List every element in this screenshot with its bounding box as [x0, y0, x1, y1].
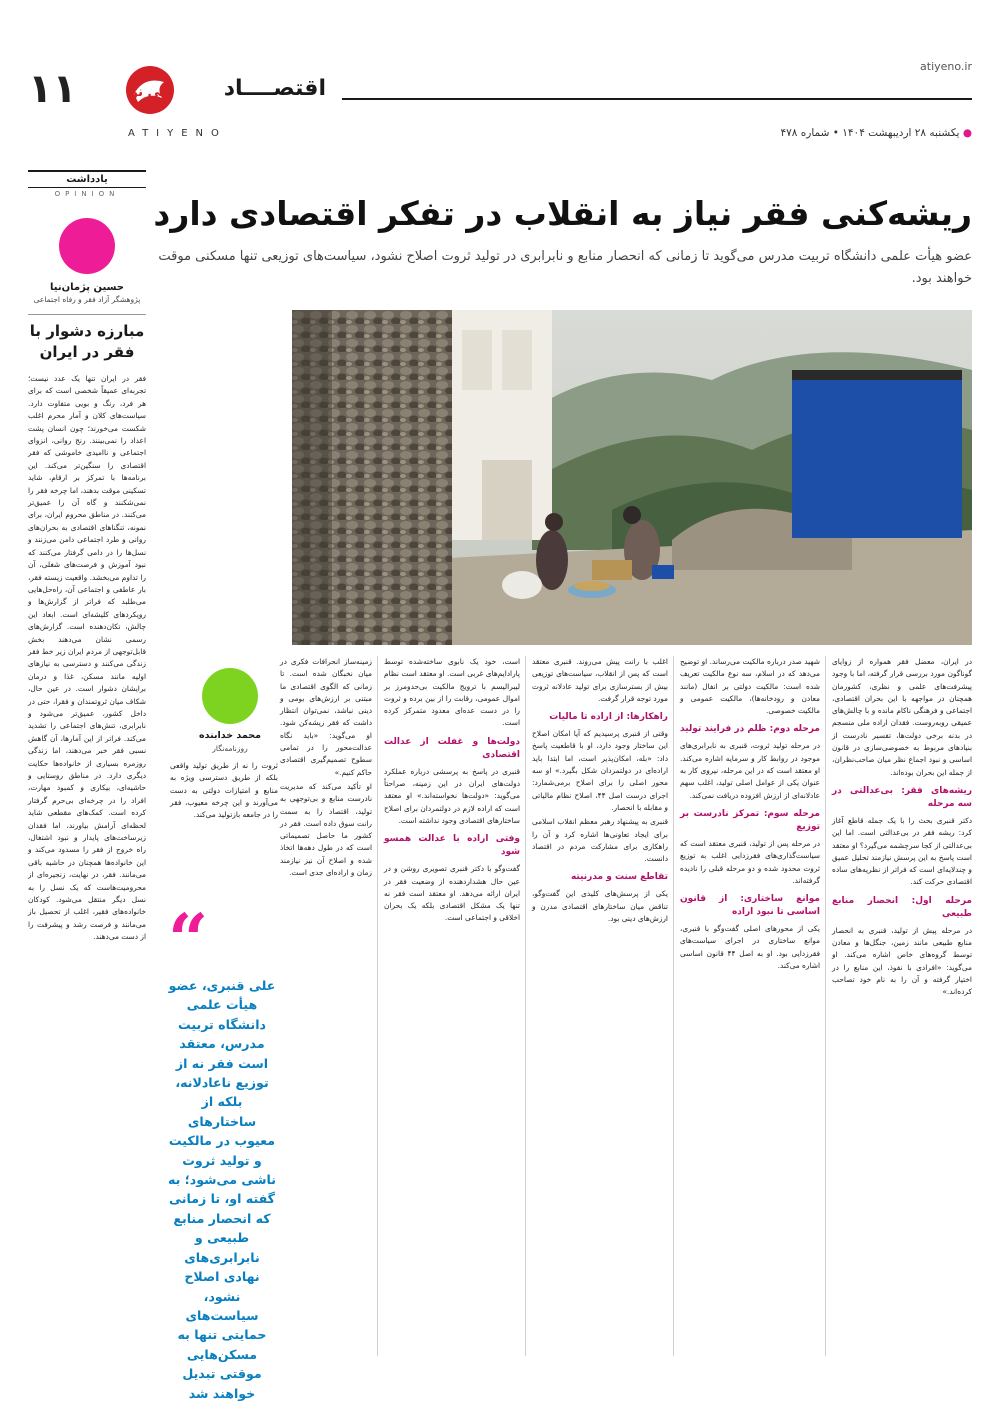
- reporter-avatar: [202, 668, 258, 724]
- column-paragraph: یکی از پرسش‌های کلیدی این گفت‌وگو، تناقض میان ساختارهای اقتصادی مدرن و ارزش‌های دینی بود.: [532, 889, 668, 924]
- opinion-label-latin: OPINION: [54, 190, 120, 198]
- column-paragraph: یکی از محورهای اصلی گفت‌وگو با قنبری، موانع ساختاری در اجرای سیاست‌های فقرزدایی بود. او به اصل ۴۴ قانون اساسی اشاره می‌کند.: [680, 924, 821, 971]
- reporter-name: محمد خدابنده: [198, 730, 262, 741]
- column-paragraph: در مرحله پس از تولید، قنبری معتقد است که سیاست‌گذاری‌های فقرزدایی اغلب به توزیع ثروت محدود شده و دو مرحله قبلی را نادیده گرفته‌اند.: [680, 838, 820, 885]
- column-divider: [825, 656, 826, 1356]
- page-number: ۱۱: [28, 66, 77, 112]
- newspaper-logo[interactable]: [120, 62, 184, 118]
- opinion-title[interactable]: مبارزه دشوار با فقر در ایران: [28, 314, 146, 363]
- opinion-author-name: حسین پژمان‌نیا: [50, 282, 124, 293]
- site-url[interactable]: atiyeno.ir: [920, 60, 972, 73]
- village-scene-image: [292, 310, 972, 645]
- subheading: ریشه‌های فقر: بی‌عدالتی در سه مرحله: [832, 785, 972, 809]
- column-paragraph: وقتی از قنبری پرسیدیم که آیا امکان اصلاح این ساختار وجود دارد، او با قاطعیت پاسخ داد: «بله، امکان‌پذیر است، اما ابتدا باید اراده‌ای در دولتمردان شکل بگیرد.» او سه محور اصلی را برای اصلاح برمی‌شمارد: اجرای درست اصل ۴۴، اصلاح نظام مالیاتی و مقابله با انحصار.: [532, 729, 668, 812]
- column-divider: [525, 656, 526, 1356]
- opinion-label: یادداشت: [28, 170, 146, 188]
- issue-date: یکشنبه ۲۸ اردیبهشت ۱۴۰۴ • شماره ۴۷۸: [780, 127, 960, 139]
- subheading: راهکارها: از اراده تا مالیات: [549, 712, 668, 723]
- subheading: مرحله دوم: ظلم در فرایند تولید: [680, 724, 820, 735]
- column-paragraph: در مرحله پیش از تولید، قنبری به انحصار منابع طبیعی مانند زمین، جنگل‌ها و معادن توسط گروه‌های خاص اشاره می‌کند. او می‌گوید: «افرادی با نفوذ، این منابع را در اختیار گرفته و آن را به نام خود تصاحب کرده‌اند.»: [832, 925, 972, 997]
- opinion-body: فقر در ایران تنها یک عدد نیست؛ تجربه‌ای عمیقاً شخصی است که برای هر فرد، رنگ و بویی متفاوت دارد. سیاست‌های کلان و آمار محرم اغلب شکست می‌خورند؛ چون انسان پشت اعداد را نمی‌بینند. رنج روانی، انزوای اجتماعی و ناامیدی خاموشی که فقر اقتصادی را سنگین‌تر می‌کند. این برنامه‌ها با تمرکز بر ارقام، شاید تسکینی موقت بدهند، اما چرخه فقر را نمی‌شکنند و گاه آن را عمیق‌تر می‌کنند. در مناطق محروم ایران، برای نمونه، تنگناهای اقتصادی به بحران‌های روانی و طرد اجتماعی دامن می‌زنند و نسل‌ها را در دامی گرفتار می‌کنند که نبود آموزش و فرصت‌های شغلی، آن را تداوم می‌بخشد. واقعیت زیسته فقر، بار عاطفی و اجتماعی آن، راه‌حل‌هایی می‌طلبد که فراتر از گزارش‌ها و رویکردهای کلیشه‌ای است. ابعاد این چالش، تکان‌دهنده است. گزارش‌های رسمی نشان می‌دهند بخش قابل‌توجهی از مردم ایران زیر خط فقر زندگی می‌کنند و دسترسی به نیازهای اولیه مانند مسکن، غذا و درمان برایشان دشوار است. در عین حال، شکاف میان ثروتمندان و فقرا، حتی در داخل کشور، عمیق‌تر می‌شود و نابرابری، تنش‌های اجتماعی را تشدید می‌کند. فراتر از این آمارها، آن گاهش نسبی فقر خبر می‌دهند، اما زندگی روزمره بسیاری از خانواده‌ها حکایت دیگری دارد. در مناطق روستایی و حاشیه‌ای، بیکاری و کمبود مهارت، افراد را در چرخه‌ای بی‌حرم گرفتار کرده است. کمک‌های مقطعی شاید لحظه‌ای آرامش بیاورند، اما فقدان زیرساخت‌های پایدار و نبود اشتغال، راه خروج از فقر را مسدود می‌کند و این خانواده‌ها همچنان در حاشیه باقی می‌مانند. فقر، در نهایت، زنجیره‌ای از محرومیت‌هاست که یک نسل را به نسل دیگر منتقل می‌شود. کودکان خانواده‌های فقیر، اغلب از تحصیل باز می‌مانند و فرصت رشد و پیشرفت را از دست می‌دهند.: [28, 374, 146, 942]
- reporter-role: روزنامه‌نگار: [212, 744, 248, 753]
- article-column-3: [532, 656, 668, 1356]
- article-column-4: [384, 656, 520, 1356]
- logo-icon: [120, 62, 184, 118]
- page-header: [0, 0, 1000, 160]
- column-paragraph: اغلب با رانت پیش می‌روند. قنبری معتقد است که پس از انقلاب، سیاست‌های توزیعی بیش از بسترسازی برای تولید عادلانه ثروت مورد توجه قرار گرفت.: [532, 657, 668, 703]
- author-avatar: [59, 218, 115, 274]
- quote-mark-icon: “: [168, 898, 209, 981]
- column-paragraph: او تأکید می‌کند که مدیریت نادرست منابع و بی‌توجهی به تولید، اقتصاد را به سمت رانت سوق داده است. فقر در کشور ما حاصل تصمیماتی است که در طول دهه‌ها اتخاذ شده و اصلاح آن نیز نیازمند زمان و اراده‌ای جدی است.: [280, 781, 372, 878]
- article-column-2: [680, 656, 820, 1356]
- logo-latin: ATIYENO: [128, 128, 227, 139]
- column-paragraph: قنبری به پیشنهاد رهبر معظم انقلاب اسلامی برای ایجاد تعاونی‌ها اشاره کرد و آن را راهکاری برای مشارکت مردم در اقتصاد دانست.: [532, 817, 668, 864]
- subheading: وفتی اراده با عدالت همسو شود: [384, 834, 520, 858]
- opinion-sidebar: [28, 170, 146, 1383]
- header-rule: [342, 98, 972, 100]
- subheading: تقاطع سنت و مدرنیته: [570, 872, 668, 883]
- article-column-1: [832, 656, 972, 1356]
- pull-quote: علی قنبری، عضو هیأت علمی دانشگاه تربیت مدرس، معتقد است فقر نه از توزیع ناعادلانه، بلکه از ساختارهای معیوب در مالکیت و تولید ثروت ناشی می‌شود؛ به گفته او، تا زمانی که انحصار منابع طبیعی و نابرابری‌های نهادی اصلاح نشود، سیاست‌های حمایتی تنها به مسکن‌هایی موقتی تبدیل خواهند شد: [167, 978, 277, 1401]
- article-photo: [292, 310, 972, 645]
- column-paragraph: در مرحله تولید ثروت، قنبری به نابرابری‌های موجود در روابط کار و سرمایه اشاره می‌کند. او معتقد است که در این مرحله، نیروی کار به عنوان یکی از عوامل اصلی تولید، اغلب سهم عادلانه‌ای از ارزش افزوده دریافت نمی‌کند.: [680, 741, 820, 800]
- subheading: مرحله اول: انحصار منابع طبیعی: [832, 895, 972, 919]
- subheading: موانع ساختاری: از قانون اساسی تا نبود اراده: [680, 894, 820, 918]
- column-paragraph: شهید صدر درباره مالکیت می‌رساند. او توضیح می‌دهد که در اسلام، سه نوع مالکیت تعریف شده است: مالکیت دولتی بر انفال (مانند معادن و رودخانه‌ها)، مالکیت عمومی و مالکیت خصوصی.: [680, 657, 820, 716]
- column-paragraph: دکتر قنبری بحث را با یک جمله قاطع آغاز کرد: ریشه فقر در بی‌عدالتی است. اما این بی‌عدالتی از کجا سرچشمه می‌گیرد؟ او معتقد است پاسخ به این پرسش نیازمند تحلیل عمیق و چندلایه‌ای است که فراتر از نظریه‌های ساده اقتصادی حرکت کند.: [832, 815, 972, 887]
- column-paragraph: گفت‌وگو با دکتر قنبری تصویری روشن و در عین حال هشداردهنده از وضعیت فقر در ایران ارائه می‌دهد. او معتقد است فقر نه تنها یک مشکل اقتصادی بلکه یک بحران اخلاقی و اجتماعی است.: [384, 864, 520, 923]
- article-column-5: [280, 656, 372, 1356]
- column-paragraph: است، خود یک نابوی ساخته‌شده توسط پارادایم‌های غربی است. او معتقد است نظام لیبرالیسم با ترویج مالکیت بی‌حدومرز بر اموال عمومی، رقابت را از بین برده و ثروت را در دست عده‌ای معدود متمرکز کرده است.: [384, 657, 520, 728]
- article-lead: عضو هیأت علمی دانشگاه تربیت مدرس می‌گوید تا زمانی که انحصار منابع و نابرابری در تولید ثروت اصلاح نشود، سیاست‌های توزیعی تنها مسکنی موقت خواهند بود.: [158, 249, 972, 286]
- opinion-author-role: پژوهشگر آزاد فقر و رفاه اجتماعی: [33, 295, 141, 304]
- bullet-icon: ●: [962, 127, 972, 139]
- column-paragraph: در ایران، معضل فقر همواره از زوایای گوناگون مورد بررسی قرار گرفته، اما با وجود پیشرفت‌های علمی و نظری، کشورمان همچنان در مواجهه با این بحران اقتصادی، اجتماعی و فرهنگی ناکام مانده و با چالش‌های عمیقی روبه‌روست. فقدان اراده ملی منسجم در بدنه برخی دولت‌ها، تفسیر نادرست از بنیادهای مربوط به خصوصی‌سازی در قانون اساسی و نبود اجماع نظر میان صاحب‌نظران، از جمله این بحران بوده‌اند.: [832, 657, 972, 777]
- article-headline[interactable]: ریشه‌کنی فقر نیاز به انقلاب در تفکر اقتصادی دارد: [153, 194, 972, 233]
- section-title: اقتصــــاد: [223, 76, 326, 101]
- article-column-6: [170, 760, 278, 900]
- column-divider: [673, 656, 674, 1356]
- subheading: دولت‌ها و غفلت از عدالت اقتصادی: [384, 736, 520, 760]
- issue-date-line: [781, 127, 973, 139]
- column-paragraph: زمینه‌ساز انحرافات فکری در میان نخبگان شده است. تا زمانی که الگوی اقتصادی ما مبتنی بر ارزش‌های بومی و دینی نباشد، نمی‌توان انتظار داشت که فقر ریشه‌کن شود. او می‌گوید: «باید نگاه عدالت‌محور را در تمامی سطوح تصمیم‌گیری اقتصادی حاکم کنیم.»: [280, 657, 372, 777]
- logo-text: آتی نو: [129, 85, 171, 100]
- column-paragraph: قنبری در پاسخ به پرسشی درباره عملکرد دولت‌های ایران در این زمینه، صراحتاً می‌گوید: «دولت‌ها نخواسته‌اند.» او معتقد است که اراده لازم در دولتمردان برای اصلاح ساختارهای اقتصادی وجود نداشته است.: [384, 766, 520, 825]
- column-divider: [377, 656, 378, 1356]
- column-paragraph: ثروت را نه از طریق تولید واقعی بلکه از طریق دسترسی ویژه به منابع و امتیازات دولتی به دست می‌آورند و این چرخه معیوب، فقر را در جامعه بازتولید می‌کند.: [170, 761, 278, 820]
- subheading: مرحله سوم: تمرکز نادرست بر توزیع: [680, 808, 820, 832]
